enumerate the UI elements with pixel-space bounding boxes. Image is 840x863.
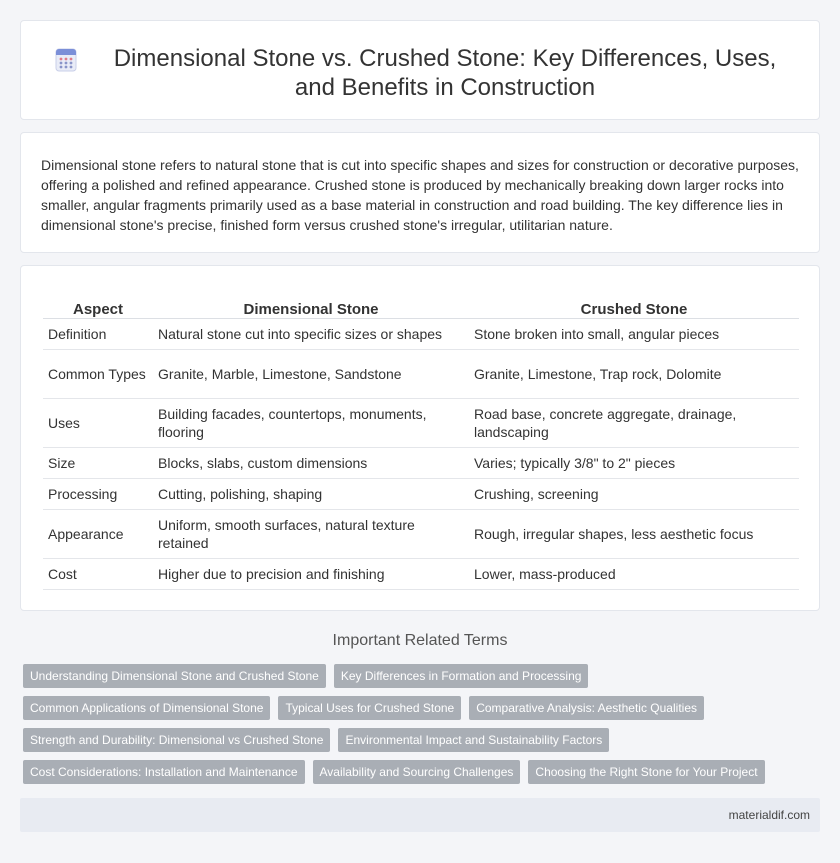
crushed-cell: Road base, concrete aggregate, drainage, landscaping (469, 398, 799, 447)
header-aspect: Aspect (43, 294, 153, 318)
calculator-icon (53, 47, 79, 73)
table-row (43, 509, 799, 558)
header-dimensional-stone: Dimensional Stone (153, 294, 469, 318)
intro-card (20, 132, 820, 253)
related-term-link[interactable]: Understanding Dimensional Stone and Crushed Stone (23, 664, 326, 688)
related-term-link[interactable]: Environmental Impact and Sustainability Factors (338, 728, 609, 752)
dimensional-cell: Cutting, polishing, shaping (153, 478, 469, 509)
table-row (43, 558, 799, 589)
aspect-cell: Definition (43, 318, 153, 349)
crushed-cell: Stone broken into small, angular pieces (469, 318, 799, 349)
title-card (20, 20, 820, 120)
dimensional-cell: Higher due to precision and finishing (153, 558, 469, 589)
aspect-cell: Uses (43, 398, 153, 447)
related-term-link[interactable]: Cost Considerations: Installation and Maintenance (23, 760, 305, 784)
aspect-cell: Common Types (43, 349, 153, 398)
table-row (43, 349, 799, 398)
related-term-link[interactable]: Strength and Durability: Dimensional vs Crushed Stone (23, 728, 330, 752)
table-row (43, 478, 799, 509)
header-crushed-stone: Crushed Stone (469, 294, 799, 318)
aspect-cell: Appearance (43, 509, 153, 558)
table-header-row (43, 294, 799, 318)
related-terms-heading: Important Related Terms (332, 632, 508, 649)
table-row (43, 398, 799, 447)
footer-site-link[interactable]: materialdif.com (728, 808, 810, 822)
tag-row (23, 696, 813, 720)
dimensional-cell: Uniform, smooth surfaces, natural texture retained (153, 509, 469, 558)
related-term-link[interactable]: Choosing the Right Stone for Your Project (528, 760, 764, 784)
related-term-link[interactable]: Comparative Analysis: Aesthetic Qualities (469, 696, 704, 720)
aspect-cell: Size (43, 447, 153, 478)
related-term-link[interactable]: Key Differences in Formation and Processing (334, 664, 589, 688)
comparison-table-card (20, 265, 820, 611)
crushed-cell: Granite, Limestone, Trap rock, Dolomite (469, 349, 799, 398)
dimensional-cell: Building facades, countertops, monuments, flooring (153, 398, 469, 447)
related-term-link[interactable]: Typical Uses for Crushed Stone (278, 696, 461, 720)
dimensional-cell: Granite, Marble, Limestone, Sandstone (153, 349, 469, 398)
aspect-cell: Processing (43, 478, 153, 509)
aspect-cell: Cost (43, 558, 153, 589)
crushed-cell: Rough, irregular shapes, less aesthetic focus (469, 509, 799, 558)
table-row (43, 447, 799, 478)
crushed-cell: Crushing, screening (469, 478, 799, 509)
footer (20, 798, 820, 832)
comparison-table (43, 294, 799, 590)
dimensional-cell: Natural stone cut into specific sizes or shapes (153, 318, 469, 349)
dimensional-cell: Blocks, slabs, custom dimensions (153, 447, 469, 478)
page-title: Dimensional Stone vs. Crushed Stone: Key Differences, Uses, and Benefits in Construction (113, 45, 777, 101)
crushed-cell: Lower, mass-produced (469, 558, 799, 589)
intro-paragraph: Dimensional stone refers to natural stone that is cut into specific shapes and sizes for construction or decorative purposes, offering a polished and refined appearance. Crushed stone is produced by mechanically breaking down larger rocks into smaller, angular fragments primarily used as a base material in construction and road building. The key difference lies in dimensional stone's precise, finished form versus crushed stone's irregular, utilitarian nature. (41, 157, 799, 233)
related-terms-list (23, 664, 813, 792)
related-term-link[interactable]: Common Applications of Dimensional Stone (23, 696, 270, 720)
tag-row (23, 728, 813, 752)
table-row (43, 318, 799, 349)
tag-row (23, 760, 813, 784)
crushed-cell: Varies; typically 3/8" to 2" pieces (469, 447, 799, 478)
related-term-link[interactable]: Availability and Sourcing Challenges (313, 760, 521, 784)
tag-row (23, 664, 813, 688)
